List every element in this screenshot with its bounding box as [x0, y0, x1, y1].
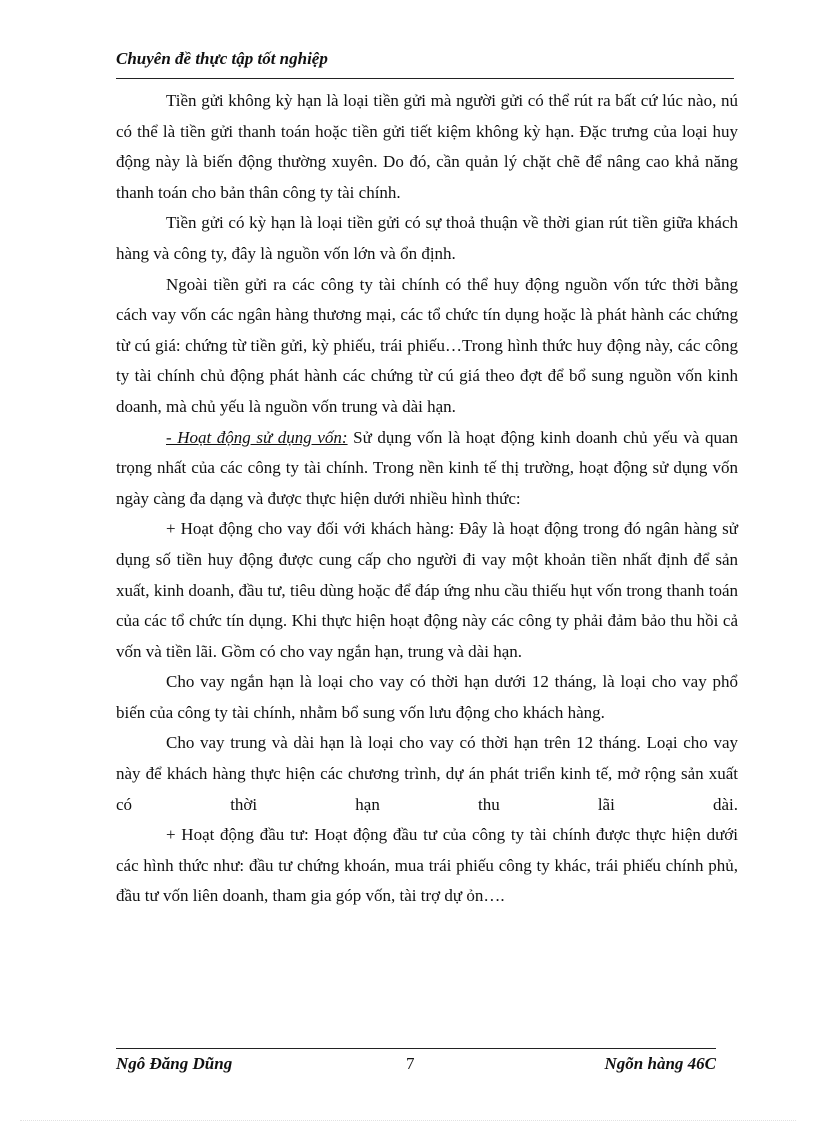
header-divider — [116, 78, 734, 79]
page-number: 7 — [406, 1054, 415, 1073]
page-bottom-border — [20, 1120, 796, 1121]
paragraph-short-term-loans: Cho vay ngắn hạn là loại cho vay có thời hạn dưới 12 tháng, là loại cho vay phổ biến của công ty tài chính, nhằm bổ sung vốn lưu động cho khách hàng. — [116, 672, 738, 722]
paragraph-investment: + Hoạt động đầu tư: Hoạt động đầu tư của công ty tài chính được thực hiện dưới các hình thức như: đầu tư chứng khoán, mua trái phiếu công ty khác, trái phiếu chính phủ, đầu tư vốn liên doanh, tham gia góp vốn, tài trợ dự ỏn…. — [116, 825, 738, 906]
paragraph-lending: + Hoạt động cho vay đối với khách hàng: Đây là hoạt động trong đó ngân hàng sử dụng số tiền huy động được cung cấp cho người đi vay một khoản tiền nhất định để sản xuất, kinh doanh, đầu tư, tiêu dùng hoặc để đáp ứng nhu cầu thiếu hụt vốn trong thanh toán của các tổ chức tín dụng. Khi thực hiện hoạt động này các công ty phải đảm bảo thu hồi cả vốn và tiền lãi. Gồm có cho vay ngắn hạn, trung và dài hạn. — [116, 519, 738, 661]
footer-class-name: Ngõn hàng 46C — [604, 1054, 716, 1073]
page-header — [116, 46, 734, 79]
paragraph-demand-deposits: Tiền gửi không kỳ hạn là loại tiền gửi mà người gửi có thể rút ra bất cứ lúc nào, nú có thể là tiền gửi thanh toán hoặc tiền gửi tiết kiệm không kỳ hạn. Đặc trưng của loại huy động này là biến động thường xuyên. Do đó, cần quản lý chặt chẽ để nâng cao khả năng thanh toán cho bản thân công ty tài chính. — [116, 91, 738, 202]
paragraph-capital-use — [116, 423, 738, 515]
footer-divider — [116, 1048, 716, 1049]
header-title: Chuyên đề thực tập tốt nghiệp — [116, 49, 328, 68]
paragraph-other-funding: Ngoài tiền gửi ra các công ty tài chính có thể huy động nguồn vốn tức thời bằng cách vay vốn các ngân hàng thương mại, các tổ chức tín dụng hoặc là phát hành các chứng từ cú giá: chứng từ tiền gửi, kỳ phiếu, trái phiếu…Trong hình thức huy động này, các công ty tài chính chủ động phát hành các chứng từ cú giá theo đợt để bổ sung nguồn vốn kinh doanh, mà chủ yếu là nguồn vốn trung và dài hạn. — [116, 274, 738, 416]
document-body — [116, 86, 738, 912]
paragraph-term-deposits: Tiền gửi có kỳ hạn là loại tiền gửi có sự thoả thuận về thời gian rút tiền giữa khách hàng và công ty, đây là nguồn vốn lớn và ổn định. — [116, 213, 738, 263]
page-footer — [116, 1048, 716, 1082]
section-label-capital-use: - Hoạt động sử dụng vốn: — [166, 427, 348, 447]
footer-author: Ngô Đăng Dũng — [116, 1054, 233, 1073]
paragraph-capital-use-text: Sử dụng vốn là hoạt động kinh doanh chủ yếu và quan trọng nhất của các công ty tài chính. Trong nền kinh tế thị trường, hoạt động sử dụng vốn ngày càng đa dạng và được thực hiện dưới nhiều hình thức: — [116, 427, 738, 508]
paragraph-long-term-loans: Cho vay trung và dài hạn là loại cho vay có thời hạn trên 12 tháng. Loại cho vay này để khách hàng thực hiện các chương trình, dự án phát triển kinh tế, mở rộng sản xuất có thời hạn thu lãi dài. — [116, 733, 738, 814]
